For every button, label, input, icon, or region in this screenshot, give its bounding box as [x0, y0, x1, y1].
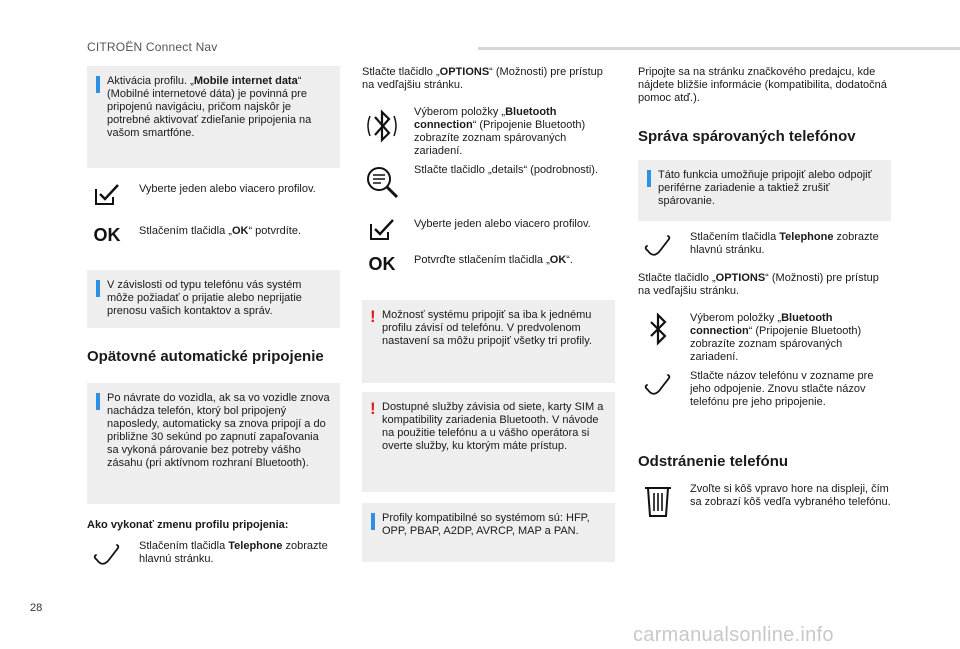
info-box-manage: Táto funkcia umožňuje pripojiť alebo odpojiť periférne zariadenie a taktiež zrušiť spárovanie.: [638, 160, 891, 221]
page-number: 28: [30, 602, 43, 614]
phone-icon: [638, 370, 678, 406]
checkbox-check-icon: [362, 218, 402, 254]
column-3: [638, 66, 891, 527]
step-phone-name: Stlačte názov telefónu v zozname pre jeho odpojenie. Znovu stlačte názov telefónu pre jeho pripojenie.: [638, 370, 891, 422]
info-box-auto-reconnect: Po návrate do vozidla, ak sa vo vozidle znova nachádza telefón, ktorý bol pripojený naposledy, automaticky sa znova pripojí a do približne 30 sekúnd po zapnutí zapaľovania sa vykoná párovanie bez potreby vášho zásahu (pri aktívnom rozhraní Bluetooth).: [87, 383, 340, 504]
info-marker: [96, 280, 100, 297]
info-marker: [96, 393, 100, 410]
options-intro: Stlačte tlačidlo „OPTIONS“ (Možnosti) pre prístup na vedľajšiu stránku.: [362, 66, 603, 91]
options-intro: Stlačte tlačidlo „OPTIONS“ (Možnosti) pre prístup na vedľajšiu stránku.: [638, 272, 879, 297]
bluetooth-icon: [638, 312, 678, 348]
phone-icon: [638, 231, 678, 267]
info-box-contacts: V závislosti od typu telefónu vás systém môže požiadať o prijatie alebo neprijatie prenosu vašich kontaktov a správ.: [87, 270, 340, 328]
manual-header: CITROËN Connect Nav: [87, 40, 218, 54]
trash-icon: [638, 483, 678, 519]
warning-box-services: ! Dostupné služby závisia od siete, karty SIM a kompatibility zariadenia Bluetooth. V návode na použitie telefónu a u vášho operátora si overte služby, ku ktorým máte prístup.: [362, 392, 615, 492]
step-select-profiles: Vyberte jeden alebo viacero profilov.: [87, 183, 340, 221]
info-box-compatible-profiles: Profily kompatibilné so systémom sú: HFP, OPP, PBAP, A2DP, AVRCP, MAP a PAN.: [362, 503, 615, 562]
section-heading-remove-phone: Odstránenie telefónu: [638, 453, 789, 470]
step-confirm-ok: OK Stlačením tlačidla „OK“ potvrdíte.: [87, 225, 340, 259]
phone-icon: [87, 540, 127, 576]
checkbox-check-icon: [87, 183, 127, 219]
section-heading-auto-reconnect: Opätovné automatické pripojenie: [87, 348, 324, 365]
section-heading-manage-phones: Správa spárovaných telefónov: [638, 128, 856, 145]
column-1: [87, 66, 340, 570]
subheading-change-profile: Ako vykonať zmenu profilu pripojenia:: [87, 519, 289, 531]
bluetooth-icon: [362, 106, 402, 142]
watermark: carmanualsonline.info: [633, 624, 834, 646]
step-bluetooth-connection: Výberom položky „Bluetooth connection“ (Pripojenie Bluetooth) zobrazíte zoznam spárovaných zariadení.: [638, 312, 891, 370]
info-marker: [96, 76, 100, 93]
warning-icon: !: [370, 307, 376, 326]
info-marker: [647, 170, 651, 187]
step-telephone: Stlačením tlačidla Telephone zobrazte hlavnú stránku.: [638, 231, 891, 265]
ok-icon: OK: [368, 254, 396, 274]
details-search-icon: [362, 164, 402, 200]
info-box-mobile-data: Aktivácia profilu. „Mobile internet data“ (Mobilné internetové dáta) je povinná pre pripojenú navigáciu, pričom najskôr je potrebné aktivovať zdieľanie pripojenia na vašom smartfóne.: [87, 66, 340, 168]
warning-box-profiles: ! Možnosť systému pripojiť sa iba k jednému profilu závisí od telefónu. V predvolenom nastavení sa môžu pripojiť všetky tri profily.: [362, 300, 615, 383]
ok-icon: OK: [93, 225, 121, 245]
header-divider: [478, 47, 960, 50]
step-details: Stlačte tlačidlo „details“ (podrobnosti).: [362, 164, 615, 214]
info-marker: [371, 513, 375, 530]
step-bluetooth-connection: Výberom položky „Bluetooth connection“ (Pripojenie Bluetooth) zobrazíte zoznam spárovaných zariadení.: [362, 106, 615, 162]
dealer-intro: Pripojte sa na stránku značkového predajcu, kde nájdete bližšie informácie (kompatibilita, dodatočná pomoc atď.).: [638, 66, 887, 104]
step-trash: Zvoľte si kôš vpravo hore na displeji, čím sa zobrazí kôš vedľa vybraného telefónu.: [638, 483, 891, 527]
warning-icon: !: [370, 399, 376, 418]
step-telephone: Stlačením tlačidla Telephone zobrazte hlavnú stránku.: [87, 540, 340, 570]
step-confirm-ok: OK Potvrďte stlačením tlačidla „OK“.: [362, 254, 615, 288]
step-select-profiles: Vyberte jeden alebo viacero profilov.: [362, 218, 615, 252]
column-2: [362, 66, 615, 562]
